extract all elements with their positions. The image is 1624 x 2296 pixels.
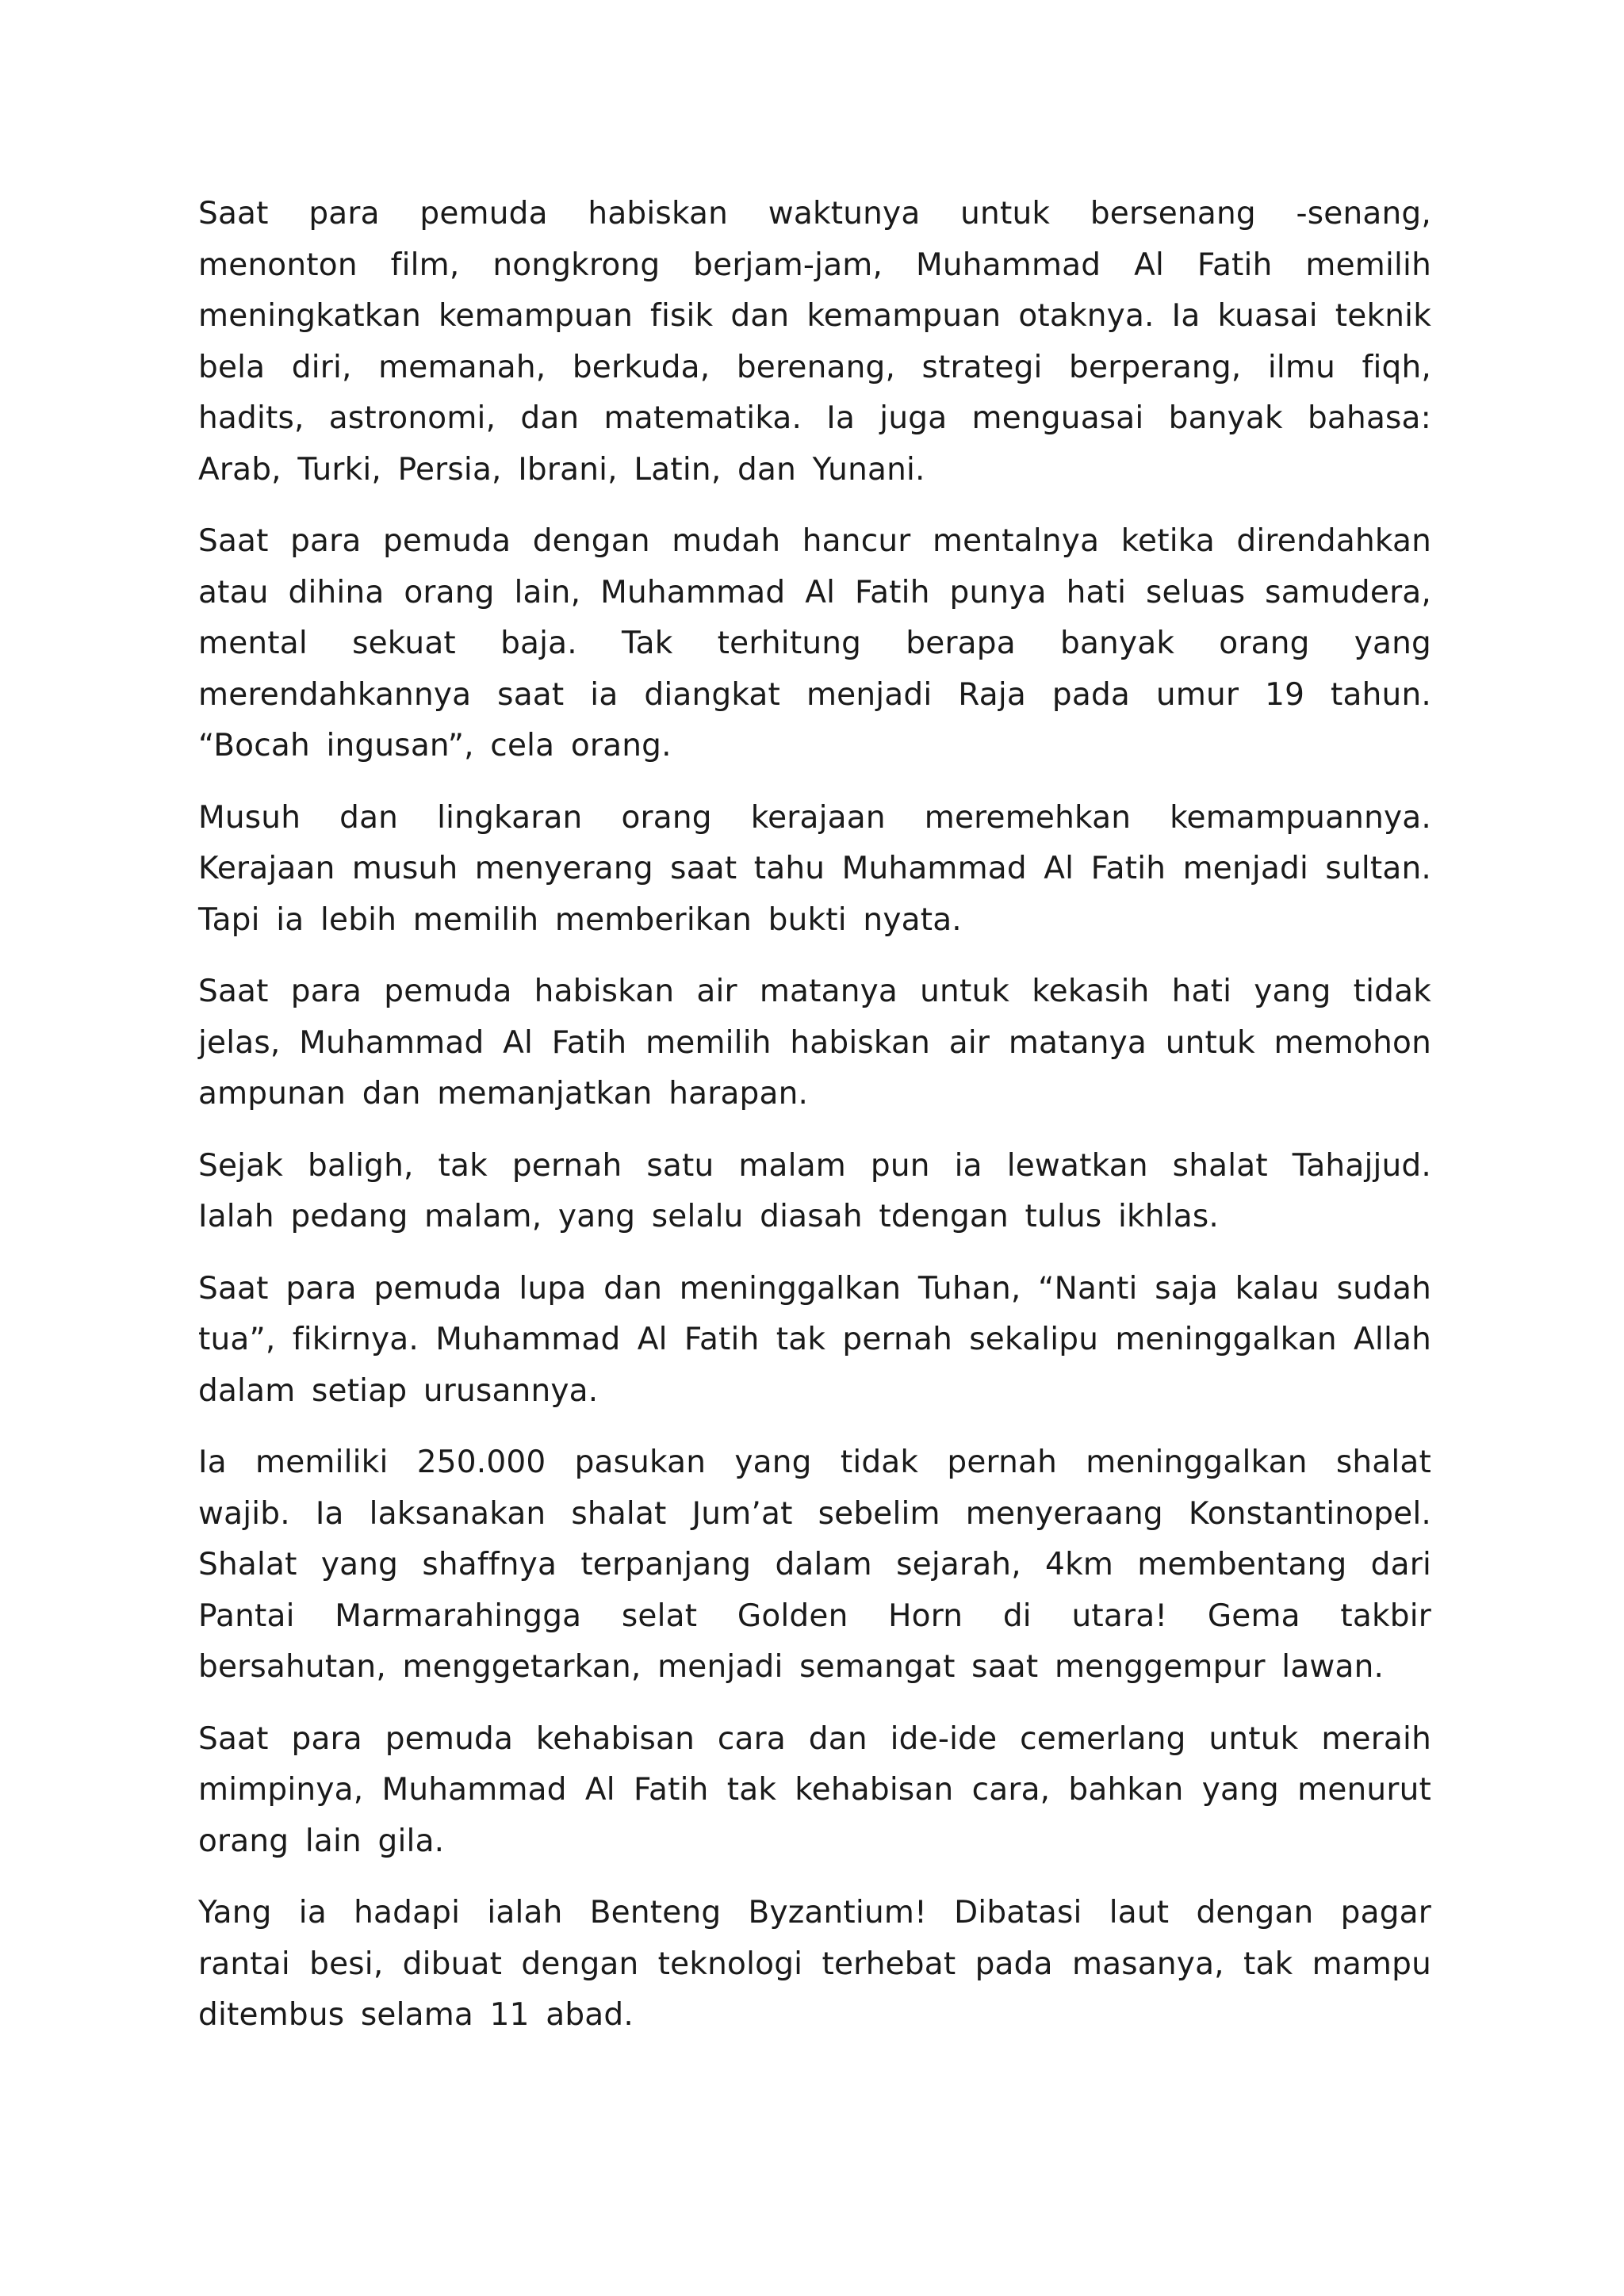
paragraph: Yang ia hadapi ialah Benteng Byzantium! Dibatasi laut dengan pagar rantai besi, dibuat dengan teknologi terhebat pada masanya, tak mampu ditembus selama 11 abad. (198, 1895, 1431, 2033)
paragraph: Saat para pemuda habiskan air matanya untuk kekasih hati yang tidak jelas, Muhammad Al Fatih memilih habiskan air matanya untuk memohon ampunan dan memanjatkan harapan. (198, 974, 1431, 1112)
paragraph: Sejak baligh, tak pernah satu malam pun ia lewatkan shalat Tahajjud. Ialah pedang malam, yang selalu diasah tdengan tulus ikhlas. (198, 1147, 1431, 1234)
paragraph: Musuh dan lingkaran orang kerajaan meremehkan kemampuannya. Kerajaan musuh menyerang saat tahu Muhammad Al Fatih menjadi sultan. Tapi ia lebih memilih memberikan bukti nyata. (198, 799, 1431, 938)
paragraph: Ia memiliki 250.000 pasukan yang tidak pernah meninggalkan shalat wajib. Ia laksanakan shalat Jum’at sebelim menyeraang Konstantinopel. Shalat yang shaffnya terpanjang dalam sejarah, 4km membentang dari Pantai Marmarahingga selat Golden Horn di utara! Gema takbir bersahutan, menggetarkan, menjadi semangat saat menggempur lawan. (198, 1445, 1431, 1685)
paragraph: Saat para pemuda lupa dan meninggalkan Tuhan, “Nanti saja kalau sudah tua”, fikirnya. Muhammad Al Fatih tak pernah sekalipu meninggalkan Allah dalam setiap urusannya. (198, 1270, 1431, 1409)
paragraph: Saat para pemuda habiskan waktunya untuk bersenang -senang, menonton film, nongkrong berjam-jam, Muhammad Al Fatih memilih meningkatkan kemampuan fisik dan kemampuan otaknya. Ia kuasai teknik bela diri, memanah, berkuda, berenang, strategi berperang, ilmu fiqh, hadits, astronomi, dan matematika. Ia juga menguasai banyak bahasa: Arab, Turki, Persia, Ibrani, Latin, dan Yunani. (198, 196, 1431, 488)
paragraph: Saat para pemuda kehabisan cara dan ide-ide cemerlang untuk meraih mimpinya, Muhammad Al Fatih tak kehabisan cara, bahkan yang menurut orang lain gila. (198, 1720, 1431, 1859)
document-body (198, 189, 1431, 2062)
paragraph: Saat para pemuda dengan mudah hancur mentalnya ketika direndahkan atau dihina orang lain, Muhammad Al Fatih punya hati seluas samudera, mental sekuat baja. Tak terhitung berapa banyak orang yang merendahkannya saat ia diangkat menjadi Raja pada umur 19 tahun. “Bocah ingusan”, cela orang. (198, 523, 1431, 763)
